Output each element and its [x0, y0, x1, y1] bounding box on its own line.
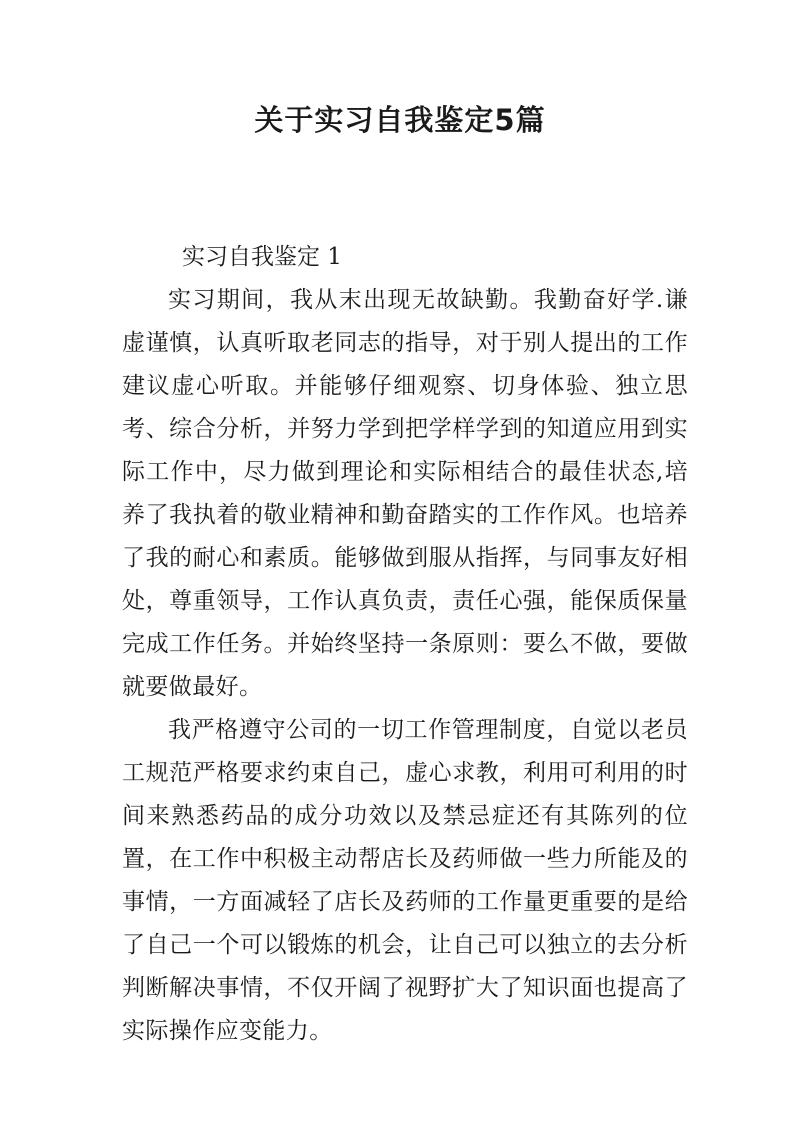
document-body: [122, 236, 688, 1053]
document-title: 关于实习自我鉴定5篇: [254, 103, 546, 137]
paragraph: 我严格遵守公司的一切工作管理制度，自觉以老员工规范严格要求约束自己，虚心求教，利用可利用的时间来熟悉药品的成分功效以及禁忌症还有其陈列的位置，在工作中积极主动帮店长及药师做一些力所能及的事情，一方面减轻了店长及药师的工作量更重要的是给了自己一个可以锻炼的机会，让自己可以独立的去分析判断解决事情，不仅开阔了视野扩大了知识面也提高了实际操作应变能力。: [122, 717, 688, 1044]
section-heading: 实习自我鉴定 1: [182, 244, 342, 270]
paragraph: 实习期间，我从末出现无故缺勤。我勤奋好学.谦虚谨慎，认真听取老同志的指导，对于别人提出的工作建议虚心听取。并能够仔细观察、切身体验、独立思考、综合分析，并努力学到把学样学到的知道应用到实际工作中，尽力做到理论和实际相结合的最佳状态,培养了我执着的敬业精神和勤奋踏实的工作作风。也培养了我的耐心和素质。能够做到服从指挥，与同事友好相处，尊重领导，工作认真负责，责任心强，能保质保量完成工作任务。并始终坚持一条原则：要么不做，要做就要做最好。: [122, 287, 688, 700]
